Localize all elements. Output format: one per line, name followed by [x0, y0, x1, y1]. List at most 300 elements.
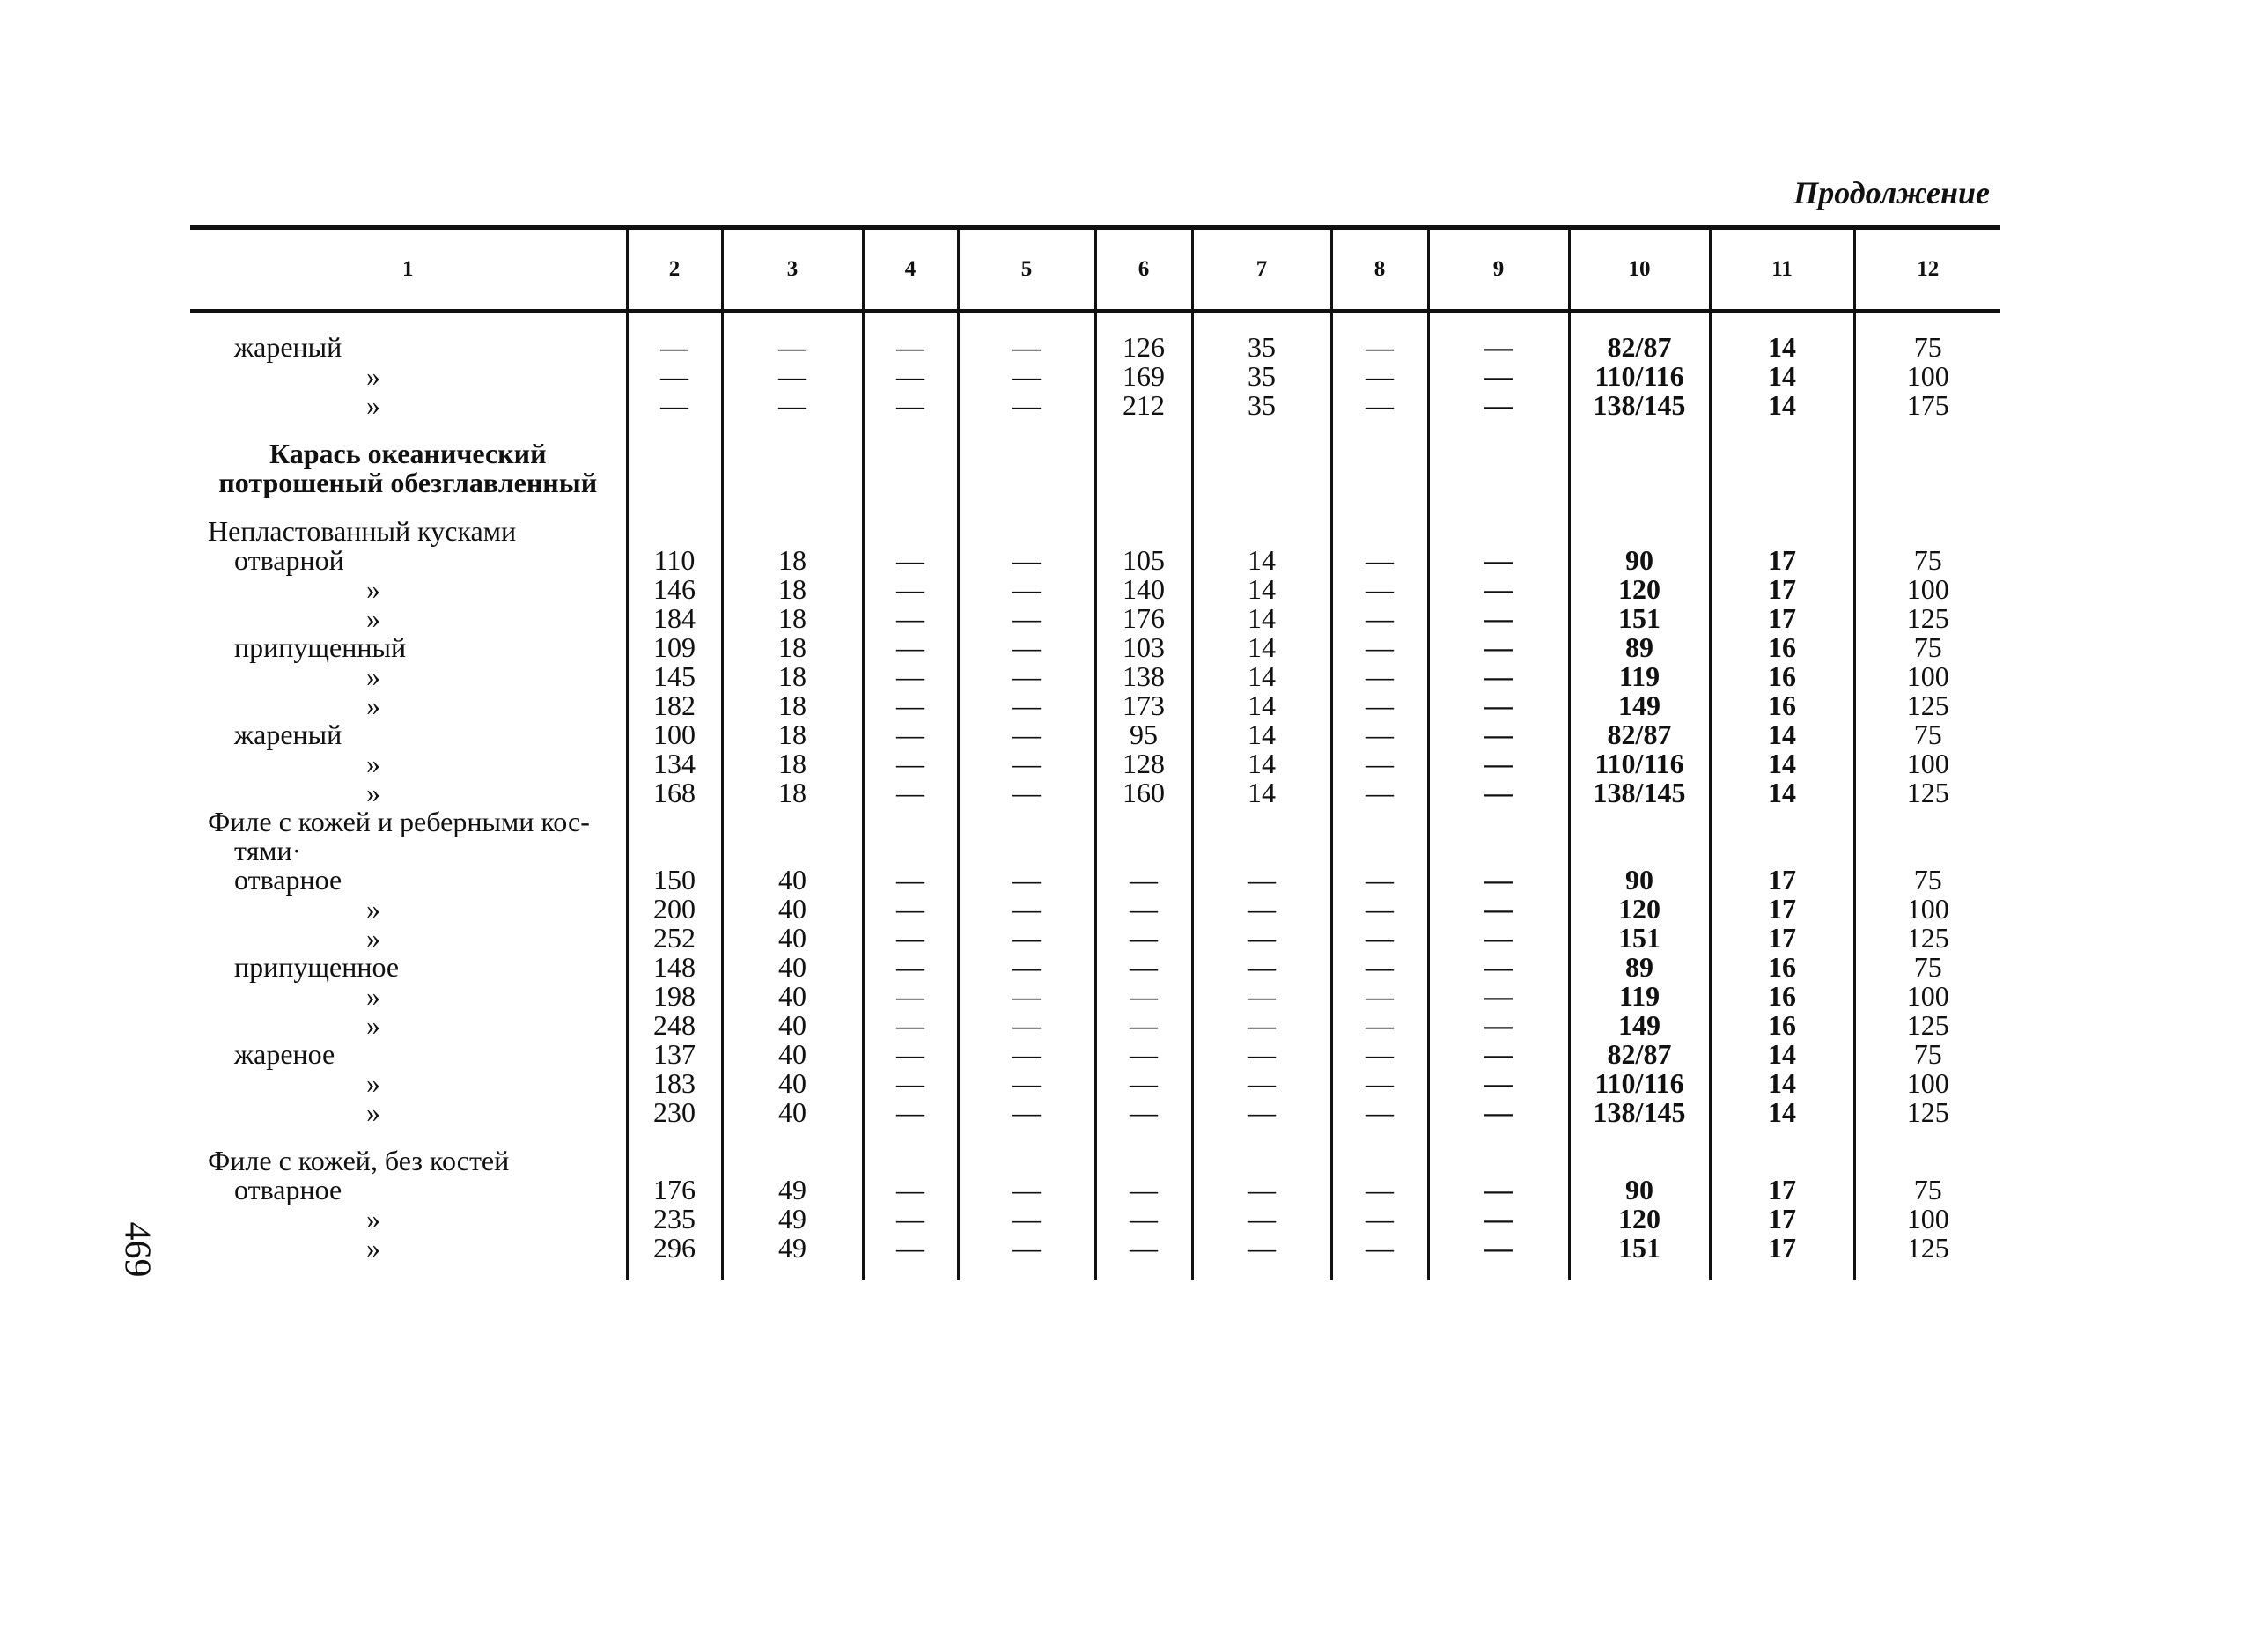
empty-cell	[1331, 420, 1428, 439]
column-header-10: 10	[1569, 228, 1710, 312]
table-row	[190, 749, 2000, 778]
section-title-row	[190, 439, 2000, 468]
cell-col-4: —	[863, 866, 958, 895]
row-label: »	[366, 1096, 380, 1128]
cell-col-11: 16	[1710, 662, 1854, 691]
cell-col-4	[863, 1146, 958, 1176]
empty-cell	[1854, 1263, 2000, 1280]
section-title: потрошеный обезглавленный	[218, 467, 598, 498]
cell-col-9	[1428, 837, 1569, 866]
empty-cell	[1710, 1263, 1854, 1280]
cell-col-11: 17	[1710, 604, 1854, 633]
cell-col-3: 40	[722, 1098, 863, 1127]
table-row	[190, 604, 2000, 633]
cell-col-12: 100	[1854, 1205, 2000, 1234]
table-row	[190, 691, 2000, 720]
empty-cell	[722, 439, 863, 468]
empty-cell	[722, 1263, 863, 1280]
cell-col-7: —	[1192, 953, 1331, 982]
empty-cell	[1095, 312, 1192, 334]
empty-cell	[722, 1127, 863, 1146]
table-row	[190, 1234, 2000, 1263]
cell-col-6: 95	[1095, 720, 1192, 749]
cell-col-3: 18	[722, 778, 863, 807]
cell-col-10	[1569, 1146, 1710, 1176]
cell-col-5: —	[958, 1069, 1095, 1098]
cell-col-12: 100	[1854, 575, 2000, 604]
cell-col-3: 18	[722, 691, 863, 720]
cell-col-9: —	[1428, 1011, 1569, 1040]
row-label: »	[366, 980, 380, 1012]
spacer-row	[190, 420, 2000, 439]
cell-col-9: —	[1428, 662, 1569, 691]
cell-col-7: —	[1192, 866, 1331, 895]
cell-col-11: 17	[1710, 575, 1854, 604]
empty-cell	[1331, 312, 1428, 334]
row-label: Непластованный кусками	[208, 515, 517, 547]
cell-col-8: —	[1331, 333, 1428, 362]
page-number: 469	[116, 1221, 158, 1278]
cell-col-10: 90	[1569, 546, 1710, 575]
empty-cell	[1192, 439, 1331, 468]
cell-col-8: —	[1331, 953, 1428, 982]
cell-col-6: —	[1095, 1069, 1192, 1098]
cell-col-9	[1428, 517, 1569, 546]
cell-col-7	[1192, 1146, 1331, 1176]
empty-cell	[1095, 1127, 1192, 1146]
empty-cell	[863, 1127, 958, 1146]
cell-col-4: —	[863, 391, 958, 420]
cell-col-6: 140	[1095, 575, 1192, 604]
cell-col-10: 151	[1569, 1234, 1710, 1263]
cell-col-12: 175	[1854, 391, 2000, 420]
empty-cell	[1331, 498, 1428, 517]
empty-cell	[1710, 1127, 1854, 1146]
cell-col-3: 18	[722, 720, 863, 749]
cell-col-10: 82/87	[1569, 720, 1710, 749]
empty-cell	[1569, 420, 1710, 439]
cell-col-12: 125	[1854, 691, 2000, 720]
cell-col-10: 89	[1569, 633, 1710, 662]
cell-col-2: 252	[627, 924, 722, 953]
cell-col-8: —	[1331, 924, 1428, 953]
empty-cell	[1192, 1127, 1331, 1146]
empty-cell	[190, 498, 627, 517]
cell-col-2: 230	[627, 1098, 722, 1127]
empty-cell	[1331, 1127, 1428, 1146]
cell-col-4: —	[863, 1069, 958, 1098]
cell-col-4: —	[863, 895, 958, 924]
cell-col-11: 14	[1710, 778, 1854, 807]
cell-col-8: —	[1331, 895, 1428, 924]
cell-col-2: —	[627, 391, 722, 420]
cell-col-11: 17	[1710, 866, 1854, 895]
empty-cell	[1854, 498, 2000, 517]
cell-col-8	[1331, 1146, 1428, 1176]
table-header-row	[190, 228, 2000, 312]
cell-col-6: 212	[1095, 391, 1192, 420]
cell-col-10: 82/87	[1569, 1040, 1710, 1069]
empty-cell	[1710, 498, 1854, 517]
cell-col-7: —	[1192, 1234, 1331, 1263]
empty-cell	[627, 1127, 722, 1146]
cell-col-8: —	[1331, 662, 1428, 691]
row-label: Филе с кожей и реберными кос-	[208, 806, 590, 837]
empty-cell	[722, 468, 863, 498]
table-row	[190, 1011, 2000, 1040]
empty-cell	[1710, 439, 1854, 468]
cell-col-5: —	[958, 866, 1095, 895]
empty-cell	[1095, 420, 1192, 439]
cell-col-4: —	[863, 1205, 958, 1234]
column-header-11: 11	[1710, 228, 1854, 312]
cell-col-11: 14	[1710, 720, 1854, 749]
cell-col-2: 100	[627, 720, 722, 749]
cell-col-6: 103	[1095, 633, 1192, 662]
cell-col-8	[1331, 807, 1428, 837]
cell-col-10: 151	[1569, 924, 1710, 953]
cell-col-6: —	[1095, 1098, 1192, 1127]
cell-col-8: —	[1331, 391, 1428, 420]
cell-col-5: —	[958, 575, 1095, 604]
column-header-3: 3	[722, 228, 863, 312]
cell-col-8: —	[1331, 1098, 1428, 1127]
empty-cell	[1428, 439, 1569, 468]
cell-col-11	[1710, 807, 1854, 837]
cell-col-6: —	[1095, 1205, 1192, 1234]
cell-col-3: 18	[722, 633, 863, 662]
cell-col-4: —	[863, 1098, 958, 1127]
cell-col-3: 40	[722, 982, 863, 1011]
cell-col-10: 110/116	[1569, 362, 1710, 391]
empty-cell	[863, 420, 958, 439]
cell-col-8: —	[1331, 720, 1428, 749]
empty-cell	[1569, 498, 1710, 517]
empty-cell	[1854, 1127, 2000, 1146]
cell-col-10: 120	[1569, 895, 1710, 924]
cell-col-12: 75	[1854, 720, 2000, 749]
cell-col-3: —	[722, 362, 863, 391]
column-header-7: 7	[1192, 228, 1331, 312]
cell-col-10: 151	[1569, 604, 1710, 633]
cell-col-10: 90	[1569, 866, 1710, 895]
section-title-row	[190, 468, 2000, 498]
cell-col-10: 119	[1569, 662, 1710, 691]
cell-col-2: 109	[627, 633, 722, 662]
empty-cell	[958, 498, 1095, 517]
row-label: тями·	[234, 835, 302, 866]
row-label: »	[366, 1232, 380, 1264]
cell-col-7: 14	[1192, 546, 1331, 575]
cell-col-8: —	[1331, 546, 1428, 575]
cell-col-5: —	[958, 982, 1095, 1011]
cell-col-8: —	[1331, 604, 1428, 633]
cell-col-10: 149	[1569, 1011, 1710, 1040]
cell-col-10: 89	[1569, 953, 1710, 982]
cell-col-7: —	[1192, 1205, 1331, 1234]
empty-cell	[958, 1127, 1095, 1146]
empty-cell	[1192, 1263, 1331, 1280]
cell-col-9	[1428, 807, 1569, 837]
empty-cell	[1428, 498, 1569, 517]
cell-col-11: 14	[1710, 333, 1854, 362]
empty-cell	[958, 439, 1095, 468]
cell-col-8	[1331, 837, 1428, 866]
cell-col-4: —	[863, 749, 958, 778]
cell-col-8: —	[1331, 1040, 1428, 1069]
cell-col-2: 137	[627, 1040, 722, 1069]
row-label: »	[366, 1067, 380, 1099]
cell-col-3: 18	[722, 604, 863, 633]
table-row	[190, 866, 2000, 895]
cell-col-6: —	[1095, 895, 1192, 924]
cell-col-7: 35	[1192, 333, 1331, 362]
cell-col-9: —	[1428, 691, 1569, 720]
cell-col-2: 150	[627, 866, 722, 895]
table-row	[190, 575, 2000, 604]
cell-col-10: 82/87	[1569, 333, 1710, 362]
row-label: отварное	[234, 1174, 342, 1205]
cell-col-12: 125	[1854, 778, 2000, 807]
cell-col-5	[958, 517, 1095, 546]
cell-col-7: —	[1192, 1098, 1331, 1127]
cell-col-6: —	[1095, 924, 1192, 953]
empty-cell	[1095, 468, 1192, 498]
nutrition-table	[190, 225, 2000, 1280]
table-row	[190, 982, 2000, 1011]
cell-col-7: —	[1192, 1011, 1331, 1040]
empty-cell	[722, 312, 863, 334]
cell-col-8: —	[1331, 866, 1428, 895]
cell-col-5	[958, 807, 1095, 837]
column-header-5: 5	[958, 228, 1095, 312]
cell-col-12: 125	[1854, 604, 2000, 633]
cell-col-3: 49	[722, 1205, 863, 1234]
empty-cell	[1331, 1263, 1428, 1280]
empty-cell	[1569, 439, 1710, 468]
cell-col-6	[1095, 807, 1192, 837]
cell-col-5: —	[958, 895, 1095, 924]
cell-col-4: —	[863, 633, 958, 662]
row-label: »	[366, 573, 380, 605]
row-label: »	[366, 777, 380, 808]
table-body	[190, 312, 2000, 1281]
cell-col-5: —	[958, 749, 1095, 778]
cell-col-2: 134	[627, 749, 722, 778]
empty-cell	[627, 1263, 722, 1280]
table-row	[190, 333, 2000, 362]
empty-cell	[1192, 498, 1331, 517]
empty-cell	[1095, 498, 1192, 517]
spacer-row	[190, 498, 2000, 517]
cell-col-2	[627, 517, 722, 546]
empty-cell	[1854, 312, 2000, 334]
cell-col-5: —	[958, 546, 1095, 575]
cell-col-12: 75	[1854, 633, 2000, 662]
row-label: Филе с кожей, без костей	[208, 1145, 510, 1176]
cell-col-4: —	[863, 1234, 958, 1263]
cell-col-11: 17	[1710, 1234, 1854, 1263]
cell-col-9: —	[1428, 575, 1569, 604]
row-label: »	[366, 1009, 380, 1041]
cell-col-9: —	[1428, 1098, 1569, 1127]
cell-col-9: —	[1428, 333, 1569, 362]
cell-col-2: 198	[627, 982, 722, 1011]
cell-col-11: 14	[1710, 1098, 1854, 1127]
cell-col-12: 100	[1854, 1069, 2000, 1098]
row-label: припущенное	[234, 951, 400, 983]
cell-col-4	[863, 517, 958, 546]
cell-col-3: 40	[722, 924, 863, 953]
cell-col-4: —	[863, 662, 958, 691]
cell-col-9: —	[1428, 866, 1569, 895]
cell-col-2: 235	[627, 1205, 722, 1234]
row-label: »	[366, 893, 380, 925]
cell-col-10: 138/145	[1569, 1098, 1710, 1127]
table-row	[190, 837, 2000, 866]
cell-col-11: 16	[1710, 953, 1854, 982]
cell-col-12: 125	[1854, 1011, 2000, 1040]
row-label: отварное	[234, 864, 342, 896]
cell-col-9: —	[1428, 362, 1569, 391]
cell-col-10: 110/116	[1569, 1069, 1710, 1098]
cell-col-3	[722, 807, 863, 837]
cell-col-5	[958, 1146, 1095, 1176]
table-row	[190, 546, 2000, 575]
cell-col-4: —	[863, 1040, 958, 1069]
table-row	[190, 1098, 2000, 1127]
empty-cell	[627, 468, 722, 498]
cell-col-8: —	[1331, 691, 1428, 720]
cell-col-5: —	[958, 633, 1095, 662]
cell-col-12: 100	[1854, 662, 2000, 691]
row-label: »	[366, 748, 380, 779]
cell-col-3	[722, 837, 863, 866]
cell-col-12: 75	[1854, 953, 2000, 982]
cell-col-12: 100	[1854, 362, 2000, 391]
cell-col-11: 17	[1710, 546, 1854, 575]
cell-col-5: —	[958, 1098, 1095, 1127]
cell-col-5: —	[958, 1040, 1095, 1069]
cell-col-6: 138	[1095, 662, 1192, 691]
cell-col-3: 49	[722, 1176, 863, 1205]
cell-col-3: 18	[722, 546, 863, 575]
cell-col-4: —	[863, 1176, 958, 1205]
cell-col-7	[1192, 807, 1331, 837]
cell-col-5: —	[958, 1011, 1095, 1040]
row-label: »	[366, 689, 380, 721]
cell-col-12: 75	[1854, 866, 2000, 895]
empty-cell	[1331, 439, 1428, 468]
cell-col-3: 18	[722, 662, 863, 691]
table-row	[190, 953, 2000, 982]
empty-cell	[1095, 439, 1192, 468]
column-header-8: 8	[1331, 228, 1428, 312]
cell-col-10: 138/145	[1569, 778, 1710, 807]
cell-col-6: 128	[1095, 749, 1192, 778]
cell-col-5: —	[958, 1205, 1095, 1234]
cell-col-7: 14	[1192, 778, 1331, 807]
cell-col-4: —	[863, 982, 958, 1011]
cell-col-10	[1569, 517, 1710, 546]
cell-col-11: 14	[1710, 362, 1854, 391]
cell-col-4	[863, 837, 958, 866]
cell-col-9: —	[1428, 895, 1569, 924]
cell-col-12: 125	[1854, 924, 2000, 953]
cell-col-2: 176	[627, 1176, 722, 1205]
cell-col-8: —	[1331, 1011, 1428, 1040]
empty-cell	[627, 439, 722, 468]
cell-col-9	[1428, 1146, 1569, 1176]
row-label: »	[366, 389, 380, 421]
cell-col-10: 110/116	[1569, 749, 1710, 778]
cell-col-9: —	[1428, 720, 1569, 749]
cell-col-2: 148	[627, 953, 722, 982]
cell-col-12	[1854, 837, 2000, 866]
spacer-row	[190, 1127, 2000, 1146]
cell-col-9: —	[1428, 953, 1569, 982]
cell-col-11: 16	[1710, 691, 1854, 720]
cell-col-3: 40	[722, 1011, 863, 1040]
empty-cell	[1710, 420, 1854, 439]
column-header-9: 9	[1428, 228, 1569, 312]
row-label: »	[366, 922, 380, 954]
empty-cell	[1192, 312, 1331, 334]
cell-col-2: 200	[627, 895, 722, 924]
cell-col-6	[1095, 1146, 1192, 1176]
cell-col-8: —	[1331, 749, 1428, 778]
cell-col-4: —	[863, 720, 958, 749]
cell-col-7: 35	[1192, 391, 1331, 420]
cell-col-6: —	[1095, 1040, 1192, 1069]
empty-cell	[863, 468, 958, 498]
empty-cell	[627, 312, 722, 334]
cell-col-8: —	[1331, 1176, 1428, 1205]
empty-cell	[958, 1263, 1095, 1280]
table-row	[190, 362, 2000, 391]
column-header-12: 12	[1854, 228, 2000, 312]
table-row	[190, 1146, 2000, 1176]
cell-col-6: —	[1095, 982, 1192, 1011]
row-label: »	[366, 660, 380, 692]
empty-cell	[627, 498, 722, 517]
cell-col-3: 40	[722, 1069, 863, 1098]
empty-cell	[627, 420, 722, 439]
cell-col-5: —	[958, 333, 1095, 362]
cell-col-3	[722, 517, 863, 546]
cell-col-9: —	[1428, 604, 1569, 633]
cell-col-2: 146	[627, 575, 722, 604]
empty-cell	[190, 1263, 627, 1280]
cell-col-4: —	[863, 575, 958, 604]
cell-col-3: —	[722, 333, 863, 362]
cell-col-8	[1331, 517, 1428, 546]
empty-cell	[1569, 468, 1710, 498]
empty-cell	[1428, 312, 1569, 334]
empty-cell	[1710, 312, 1854, 334]
empty-cell	[863, 439, 958, 468]
cell-col-12	[1854, 807, 2000, 837]
cell-col-9: —	[1428, 1176, 1569, 1205]
cell-col-7: 14	[1192, 662, 1331, 691]
empty-cell	[190, 312, 627, 334]
cell-col-11: 14	[1710, 749, 1854, 778]
empty-cell	[1569, 1263, 1710, 1280]
cell-col-3: 40	[722, 895, 863, 924]
cell-col-2: 145	[627, 662, 722, 691]
empty-cell	[1569, 312, 1710, 334]
table-row	[190, 662, 2000, 691]
